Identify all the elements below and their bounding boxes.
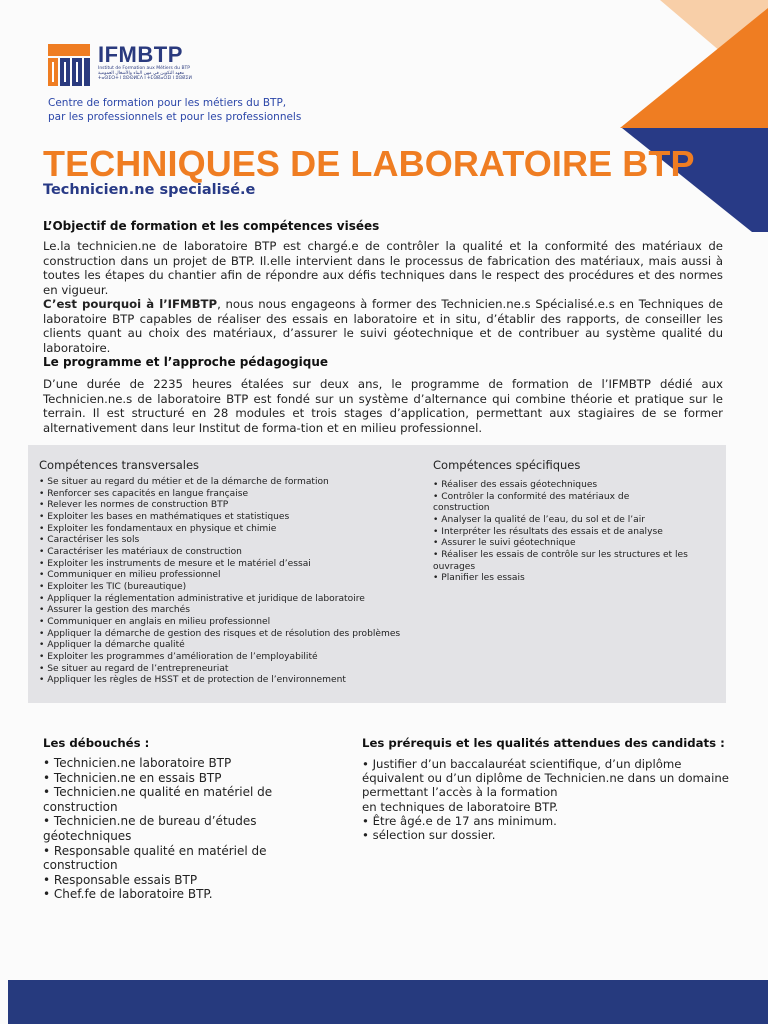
prerequis-item-3: • sélection sur dossier. xyxy=(362,828,496,843)
list-item: • Planifier les essais xyxy=(433,573,688,585)
logo-name: IFMBTP xyxy=(98,42,183,67)
transversales-heading: Compétences transversales xyxy=(39,458,200,472)
programme-paragraph: D’une durée de 2235 heures étalées sur deux ans, le programme de formation de l’IFMBTP dédié aux Technicien.ne.s de laboratoire BTP est fondé sur un système d’alternance qui combine théorie et pratique sur le terrain. Il est structuré en 28 modules et trois stages d’application, permettant aux stagiaires de se former alternativement dans leur Institut de forma-tion et en milieu professionnel. xyxy=(43,377,723,435)
competences-box xyxy=(28,445,726,703)
list-item: • Appliquer la démarche de gestion des risques et de résolution des problèmes xyxy=(39,629,419,641)
list-item: • Analyser la qualité de l’eau, du sol et de l’air xyxy=(433,515,688,527)
tagline-line-2: par les professionnels et pour les professionnels xyxy=(48,111,302,123)
page-subtitle: Technicien.ne specialisé.e xyxy=(43,182,256,198)
objectif-paragraph-2-bold: C’est pourquoi à l’IFMBTP xyxy=(43,297,218,311)
list-item: • Exploiter les fondamentaux en physique et chimie xyxy=(39,524,419,536)
objectif-paragraph-1: Le.la technicien.ne de laboratoire BTP est chargé.e de contrôler la qualité et la conformité des matériaux de construction dans un projet de BTP. Il.elle intervient dans le processus de fabrication des matériaux, mais aussi à toutes les étapes du chantier afin de répondre aux défis techniques dans le respect des procédures et des normes en vigueur. xyxy=(43,239,723,297)
tagline-line-1: Centre de formation pour les métiers du BTP, xyxy=(48,97,287,109)
list-item: • Exploiter les programmes d’amélioration de l’employabilité xyxy=(39,652,419,664)
list-item: • Assurer la gestion des marchés xyxy=(39,605,419,617)
page-title: TECHNIQUES DE LABORATOIRE BTP xyxy=(43,143,695,184)
debouches-list xyxy=(43,756,343,902)
programme-heading: Le programme et l’approche pédagogique xyxy=(43,355,329,369)
tagline xyxy=(48,96,301,124)
specifiques-list xyxy=(433,480,688,585)
objectif-paragraph-2-text: , nous nous engageons à former des Technicien.ne.s Spécialisé.e.s en Techniques de laboratoire BTP capables de réaliser des essais en laboratoire et in situ, d’établir des rapports, de conseiller les clients quant au choix des matériaux, d’assurer le suivi géotechnique et de contribuer au système qualité du laboratoire. xyxy=(43,297,723,355)
list-item: • Exploiter les TIC (bureautique) xyxy=(39,582,419,594)
transversales-list xyxy=(39,477,419,687)
list-item: • Technicien.ne qualité en matériel de construction xyxy=(43,785,343,814)
footer-bar xyxy=(8,980,768,1024)
list-item: • Communiquer en milieu professionnel xyxy=(39,570,419,582)
list-item: • Responsable essais BTP xyxy=(43,873,343,888)
list-item: • Appliquer la réglementation administrative et juridique de laboratoire xyxy=(39,594,419,606)
prerequis-item-1: • Justifier d’un baccalauréat scientifique, d’un diplôme équivalent ou d’un diplôme de Technicien.ne dans un domaine permettant l’accès à la formation xyxy=(362,757,729,800)
logo-subtitle-fr: Institut de Formation aux Métiers du BTP xyxy=(98,66,190,71)
list-item: • Renforcer ses capacités en langue française xyxy=(39,489,419,501)
logo-subtitle-ar: معهد التكوين في مهن البناء والأشغال العمومية xyxy=(98,71,185,76)
list-item: • Appliquer les règles de HSST et de protection de l’environnement xyxy=(39,675,419,687)
list-item: • Se situer au regard du métier et de la démarche de formation xyxy=(39,477,419,489)
list-item: • Caractériser les matériaux de construction xyxy=(39,547,419,559)
list-item: • Appliquer la démarche qualité xyxy=(39,640,419,652)
objectif-paragraph-2 xyxy=(43,297,723,355)
list-item: • Chef.fe de laboratoire BTP. xyxy=(43,887,343,902)
list-item: • Assurer le suivi géotechnique xyxy=(433,538,688,550)
list-item: • Exploiter les bases en mathématiques et statistiques xyxy=(39,512,419,524)
prerequis-item-1-continued: en techniques de laboratoire BTP. xyxy=(362,799,559,814)
list-item: • Caractériser les sols xyxy=(39,535,419,547)
list-item: • Relever les normes de construction BTP xyxy=(39,500,419,512)
list-item: • Technicien.ne laboratoire BTP xyxy=(43,756,343,771)
list-item: • Technicien.ne en essais BTP xyxy=(43,771,343,786)
list-item: • Responsable qualité en matériel de construction xyxy=(43,844,343,873)
ifmbtp-logo xyxy=(48,44,248,89)
list-item: • Interpréter les résultats des essais et de analyse xyxy=(433,527,688,539)
list-item: • Exploiter les instruments de mesure et le matériel d’essai xyxy=(39,559,419,571)
specifiques-heading: Compétences spécifiques xyxy=(433,458,581,472)
debouches-heading: Les débouchés : xyxy=(43,736,150,750)
list-item: • Se situer au regard de l’entrepreneuriat xyxy=(39,664,419,676)
prerequis-list xyxy=(362,757,730,842)
objectif-heading: L’Objectif de formation et les compétences visées xyxy=(43,219,380,233)
logo-subtitle-tifinagh: ⵜⴰⵙⵉⵔⵜ ⵏ ⵓⵙⵙⵍⵎⴷ ⵏ ⵜⵎⵙⴽⴰⵔⵉⵏ ⵏ ⵓⵙⴽⵉⵍ xyxy=(98,76,192,81)
logo-mark-icon xyxy=(48,44,92,88)
prerequis-item-2: • Être âgé.e de 17 ans minimum. xyxy=(362,813,557,828)
list-item: • Réaliser des essais géotechniques xyxy=(433,480,688,492)
list-item: • Réaliser les essais de contrôle sur les structures et les ouvrages xyxy=(433,550,688,573)
list-item: • Contrôler la conformité des matériaux de construction xyxy=(433,492,688,515)
list-item: • Technicien.ne de bureau d’études géotechniques xyxy=(43,814,343,843)
prerequis-heading: Les prérequis et les qualités attendues des candidats : xyxy=(362,736,725,750)
list-item: • Communiquer en anglais en milieu professionnel xyxy=(39,617,419,629)
